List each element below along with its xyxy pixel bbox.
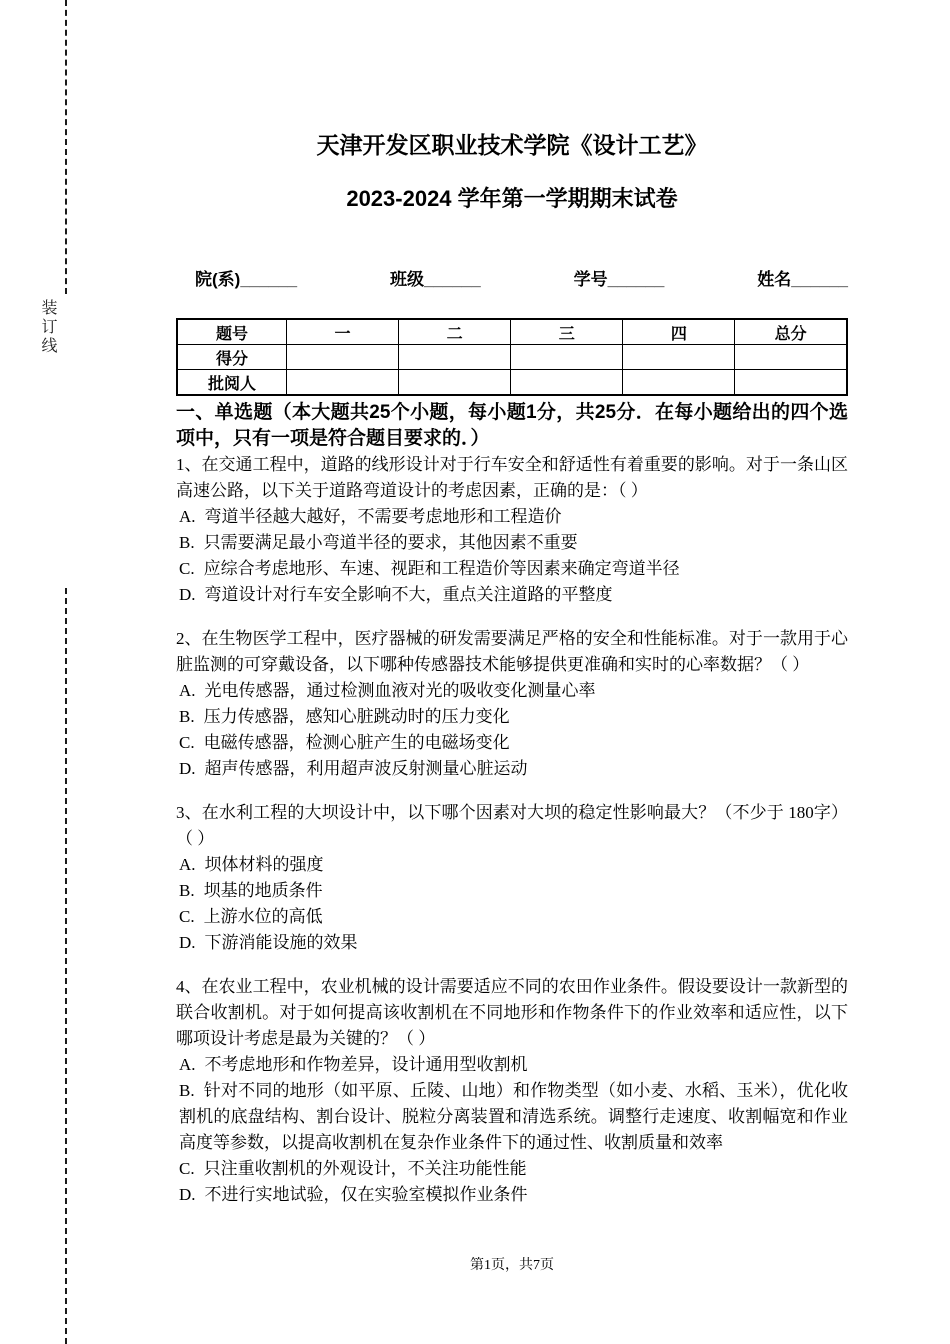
score-cell [623, 345, 735, 370]
option-c [176, 1156, 848, 1182]
score-table-cell-question-no: 题号 [177, 319, 287, 345]
page-number: 第1页，共7页 [470, 1258, 554, 1273]
option-b [176, 1078, 848, 1156]
option-d [176, 756, 848, 782]
option-d [176, 582, 848, 608]
option-text: 光电传感器，通过检测血液对光的吸收变化测量心率 [204, 681, 596, 700]
option-d [176, 930, 848, 956]
option-a [176, 1052, 848, 1078]
score-row-label: 得分 [177, 345, 287, 370]
option-letter: A. [179, 681, 196, 700]
score-cell [287, 345, 399, 370]
field-class: 班级______ [389, 270, 481, 289]
option-d [176, 1182, 848, 1208]
option-b [176, 530, 848, 556]
option-letter: A. [179, 1055, 196, 1074]
exam-subtitle: 2023-2024 学年第一学期期末试卷 [346, 186, 678, 211]
option-letter: B. [179, 1081, 195, 1100]
question-stem: 3、在水利工程的大坝设计中，以下哪个因素对大坝的稳定性影响最大？（不少于 180字）（ ） [176, 803, 848, 848]
field-name: 姓名______ [757, 270, 848, 289]
exam-title: 天津开发区职业技术学院《设计工艺》 [316, 132, 708, 158]
option-text: 上游水位的高低 [203, 907, 323, 926]
reviewer-cell [735, 370, 847, 396]
option-a [176, 678, 848, 704]
option-letter: C. [179, 907, 195, 926]
score-table-score-row [177, 345, 847, 370]
option-text: 不考虑地形和作物差异，设计通用型收割机 [204, 1055, 528, 1074]
option-letter: B. [179, 881, 195, 900]
option-text: 电磁传感器，检测心脏产生的电磁场变化 [203, 733, 510, 752]
reviewer-cell [399, 370, 511, 396]
option-letter: C. [179, 1159, 195, 1178]
score-table-reviewer-row [177, 370, 847, 396]
binding-line-label: 装订线 [39, 299, 56, 356]
question-stem: 4、在农业工程中，农业机械的设计需要适应不同的农田作业条件。假设要设计一款新型的联合收割机。对于如何提高该收割机在不同地形和作物条件下的作业效率和适应性，以下哪项设计考虑是最为关键的？（ ） [176, 977, 848, 1048]
score-cell [511, 345, 623, 370]
option-letter: D. [179, 1185, 196, 1204]
question-1 [176, 452, 848, 608]
score-table-cell-part2: 二 [399, 319, 511, 345]
field-student-id: 学号______ [573, 270, 665, 289]
section-heading: 一、单选题（本大题共25个小题，每小题1分，共25分．在每小题给出的四个选项中，只有一项是符合题目要求的．） [176, 402, 848, 449]
exam-content [176, 0, 848, 1208]
score-cell [399, 345, 511, 370]
option-letter: C. [179, 733, 195, 752]
option-text: 坝体材料的强度 [204, 855, 324, 874]
binding-dashed-line-bottom [65, 588, 67, 1344]
score-cell [735, 345, 847, 370]
option-text: 不进行实地试验，仅在实验室模拟作业条件 [204, 1185, 528, 1204]
option-c [176, 730, 848, 756]
score-table-cell-total: 总分 [735, 319, 847, 345]
option-a [176, 504, 848, 530]
option-letter: A. [179, 855, 196, 874]
option-text: 应综合考虑地形、车速、视距和工程造价等因素来确定弯道半径 [203, 559, 680, 578]
option-letter: C. [179, 559, 195, 578]
option-text: 只注重收割机的外观设计，不关注功能性能 [203, 1159, 527, 1178]
option-c [176, 904, 848, 930]
option-text: 超声传感器，利用超声波反射测量心脏运动 [204, 759, 528, 778]
question-stem: 2、在生物医学工程中，医疗器械的研发需要满足严格的安全和性能标准。对于一款用于心脏监测的可穿戴设备，以下哪种传感器技术能够提供更准确和实时的心率数据？（ ） [176, 629, 848, 674]
score-table-cell-part1: 一 [287, 319, 399, 345]
option-text: 弯道设计对行车安全影响不大，重点关注道路的平整度 [204, 585, 613, 604]
question-2 [176, 626, 848, 782]
option-letter: B. [179, 533, 195, 552]
option-letter: D. [179, 585, 196, 604]
reviewer-cell [511, 370, 623, 396]
score-table [176, 318, 848, 396]
option-text: 下游消能设施的效果 [204, 933, 358, 952]
binding-dashed-line-top [65, 0, 67, 294]
option-text: 针对不同的地形（如平原、丘陵、山地）和作物类型（如小麦、水稻、玉米），优化收割机的底盘结构、割台设计、脱粒分离装置和清选系统。调整行走速度、收割幅宽和作业高度等参数，以提高收割机在复杂作业条件下的通过性、收割质量和效率 [179, 1081, 848, 1152]
question-stem: 1、在交通工程中，道路的线形设计对于行车安全和舒适性有着重要的影响。对于一条山区高速公路，以下关于道路弯道设计的考虑因素，正确的是：（ ） [176, 455, 848, 500]
option-text: 弯道半径越大越好，不需要考虑地形和工程造价 [204, 507, 562, 526]
option-text: 压力传感器，感知心脏跳动时的压力变化 [203, 707, 510, 726]
score-table-cell-part4: 四 [623, 319, 735, 345]
option-text: 坝基的地质条件 [203, 881, 323, 900]
option-text: 只需要满足最小弯道半径的要求，其他因素不重要 [203, 533, 578, 552]
reviewer-cell [287, 370, 399, 396]
option-letter: D. [179, 759, 196, 778]
option-c [176, 556, 848, 582]
student-info-row [176, 268, 848, 292]
score-table-header-row [177, 319, 847, 345]
question-3 [176, 800, 848, 956]
field-department: 院(系)______ [195, 270, 298, 289]
option-b [176, 704, 848, 730]
question-4 [176, 974, 848, 1208]
option-b [176, 878, 848, 904]
score-table-cell-part3: 三 [511, 319, 623, 345]
reviewer-row-label: 批阅人 [177, 370, 287, 396]
option-a [176, 852, 848, 878]
reviewer-cell [623, 370, 735, 396]
option-letter: A. [179, 507, 196, 526]
option-letter: D. [179, 933, 196, 952]
option-letter: B. [179, 707, 195, 726]
